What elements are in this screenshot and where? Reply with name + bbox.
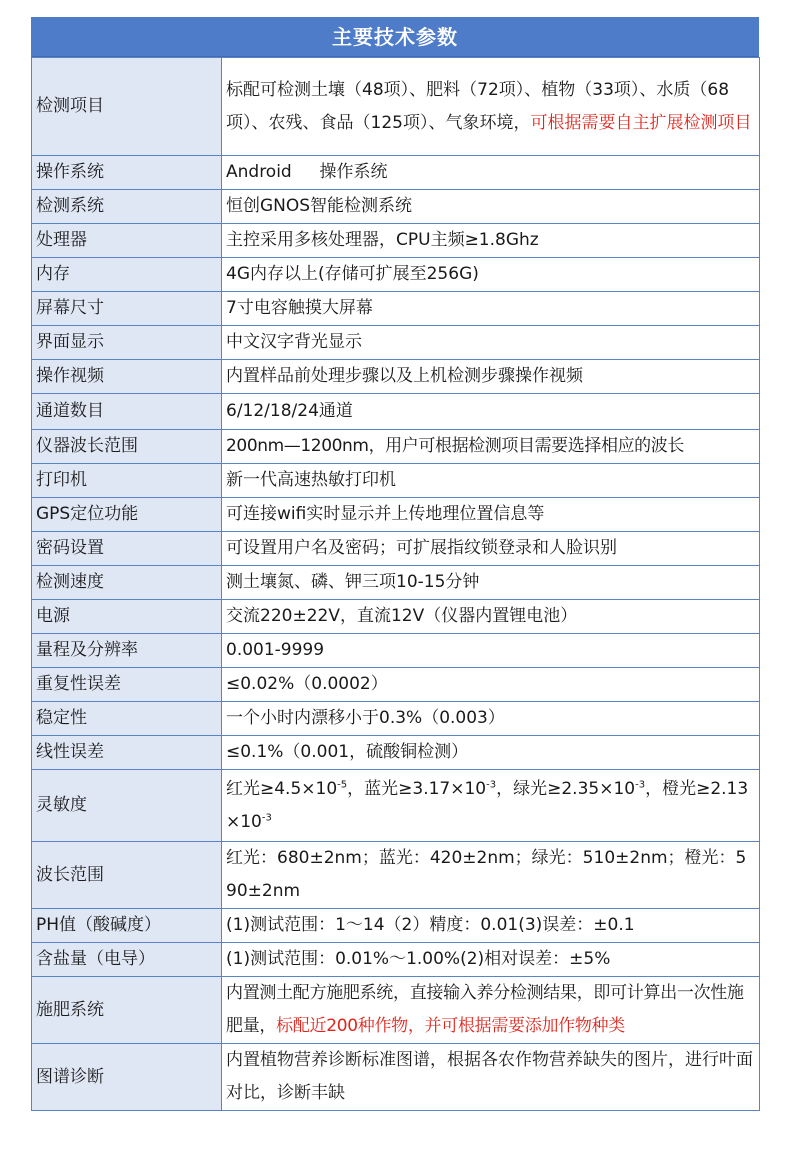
spec-row-wavelength (32, 842, 760, 909)
row-label: 打印机 (32, 464, 222, 498)
spec-row-linearity (32, 736, 760, 770)
spec-row-stability (32, 702, 760, 736)
row-label: 电源 (32, 600, 222, 634)
sensitivity-orange-exp: -3 (261, 811, 272, 823)
row-label: 稳定性 (32, 702, 222, 736)
spec-row-diagnosis (32, 1044, 760, 1111)
row-label: 线性误差 (32, 736, 222, 770)
row-value: 新一代高速热敏打印机 (222, 464, 760, 498)
row-label: 灵敏度 (32, 770, 222, 842)
spec-sheet (31, 17, 759, 1111)
spec-row-detection-system (32, 190, 760, 224)
row-value: 内置植物营养诊断标准图谱，根据各农作物营养缺失的图片，进行叶面对比，诊断丰缺 (222, 1044, 760, 1111)
row-label: 重复性误差 (32, 668, 222, 702)
spec-row-screen-size (32, 292, 760, 326)
spec-row-video (32, 360, 760, 394)
spec-row-fertilization (32, 977, 760, 1044)
row-value: ≤0.1%（0.001，硫酸铜检测） (222, 736, 760, 770)
sensitivity-red: 红光≥4.5×10 (226, 778, 338, 799)
spec-table (31, 57, 760, 1111)
row-value (222, 770, 760, 842)
spec-row-detection-items (32, 58, 760, 156)
row-label: 内存 (32, 258, 222, 292)
sensitivity-blue-exp: -3 (486, 778, 497, 790)
spec-row-printer (32, 464, 760, 498)
row-label: 操作系统 (32, 156, 222, 190)
spec-row-power (32, 600, 760, 634)
row-label: 含盐量（电导） (32, 943, 222, 977)
row-value: 主控采用多核处理器，CPU主频≥1.8Ghz (222, 224, 760, 258)
spec-row-salinity (32, 943, 760, 977)
row-value: 交流220±22V，直流12V（仪器内置锂电池） (222, 600, 760, 634)
spec-row-os (32, 156, 760, 190)
row-label: 施肥系统 (32, 977, 222, 1044)
spec-row-ph (32, 909, 760, 943)
row-value-text: 标配可检测土壤（48项）、肥料（72项）、植物（33项）、水质（68项）、农残、食品（125项）、气象环境， (226, 79, 730, 133)
row-value: 6/12/18/24通道 (222, 394, 760, 430)
spec-row-processor (32, 224, 760, 258)
row-label: 仪器波长范围 (32, 430, 222, 464)
spec-title: 主要技术参数 (31, 17, 759, 57)
row-label: 图谱诊断 (32, 1044, 222, 1111)
spec-row-memory (32, 258, 760, 292)
row-label: 检测项目 (32, 58, 222, 156)
row-value (222, 58, 760, 156)
row-label: PH值（酸碱度） (32, 909, 222, 943)
row-value: 一个小时内漂移小于0.3%（0.003） (222, 702, 760, 736)
row-value: 内置样品前处理步骤以及上机检测步骤操作视频 (222, 360, 760, 394)
spec-row-speed (32, 566, 760, 600)
row-value (222, 977, 760, 1044)
sensitivity-green: ，绿光≥2.35×10 (496, 778, 636, 799)
row-value-highlight: 可根据需要自主扩展检测项目 (530, 112, 752, 133)
spec-row-wavelength-range (32, 430, 760, 464)
row-value: 恒创GNOS智能检测系统 (222, 190, 760, 224)
row-label: 屏幕尺寸 (32, 292, 222, 326)
row-value: 可设置用户名及密码；可扩展指纹锁登录和人脸识别 (222, 532, 760, 566)
row-label: 量程及分辨率 (32, 634, 222, 668)
sensitivity-green-exp: -3 (635, 778, 646, 790)
row-label: 处理器 (32, 224, 222, 258)
row-label: 检测系统 (32, 190, 222, 224)
row-label: 检测速度 (32, 566, 222, 600)
row-value: Android 操作系统 (222, 156, 760, 190)
spec-row-sensitivity (32, 770, 760, 842)
row-label: 波长范围 (32, 842, 222, 909)
spec-row-gps (32, 498, 760, 532)
row-value: (1)测试范围：0.01%～1.00%(2)相对误差：±5% (222, 943, 760, 977)
row-value: 200nm—1200nm，用户可根据检测项目需要选择相应的波长 (222, 430, 760, 464)
sensitivity-red-exp: -5 (337, 778, 348, 790)
row-value: 4G内存以上(存储可扩展至256G) (222, 258, 760, 292)
spec-row-range-resolution (32, 634, 760, 668)
row-label: GPS定位功能 (32, 498, 222, 532)
row-label: 密码设置 (32, 532, 222, 566)
spec-row-password (32, 532, 760, 566)
row-value: 测土壤氮、磷、钾三项10-15分钟 (222, 566, 760, 600)
spec-row-display (32, 326, 760, 360)
row-value: (1)测试范围：1～14（2）精度：0.01(3)误差：±0.1 (222, 909, 760, 943)
row-value-text: 内置测土配方施肥系统，直接输入养分检测结果，即可计算出一次性施肥量， (226, 983, 744, 1036)
row-value: 7寸电容触摸大屏幕 (222, 292, 760, 326)
row-value: ≤0.02%（0.0002） (222, 668, 760, 702)
spec-row-repeatability (32, 668, 760, 702)
row-value-highlight: 标配近200种作物，并可根据需要添加作物种类 (276, 1016, 625, 1036)
spec-row-channels (32, 394, 760, 430)
row-value: 中文汉字背光显示 (222, 326, 760, 360)
row-label: 通道数目 (32, 394, 222, 430)
sensitivity-orange: ，橙光≥2.13×10 (226, 778, 749, 832)
row-value: 红光：680±2nm；蓝光：420±2nm；绿光：510±2nm；橙光：590±2nm (222, 842, 760, 909)
row-label: 界面显示 (32, 326, 222, 360)
row-value: 可连接wifi实时显示并上传地理位置信息等 (222, 498, 760, 532)
sensitivity-blue: ，蓝光≥3.17×10 (347, 778, 487, 799)
row-value: 0.001-9999 (222, 634, 760, 668)
row-label: 操作视频 (32, 360, 222, 394)
